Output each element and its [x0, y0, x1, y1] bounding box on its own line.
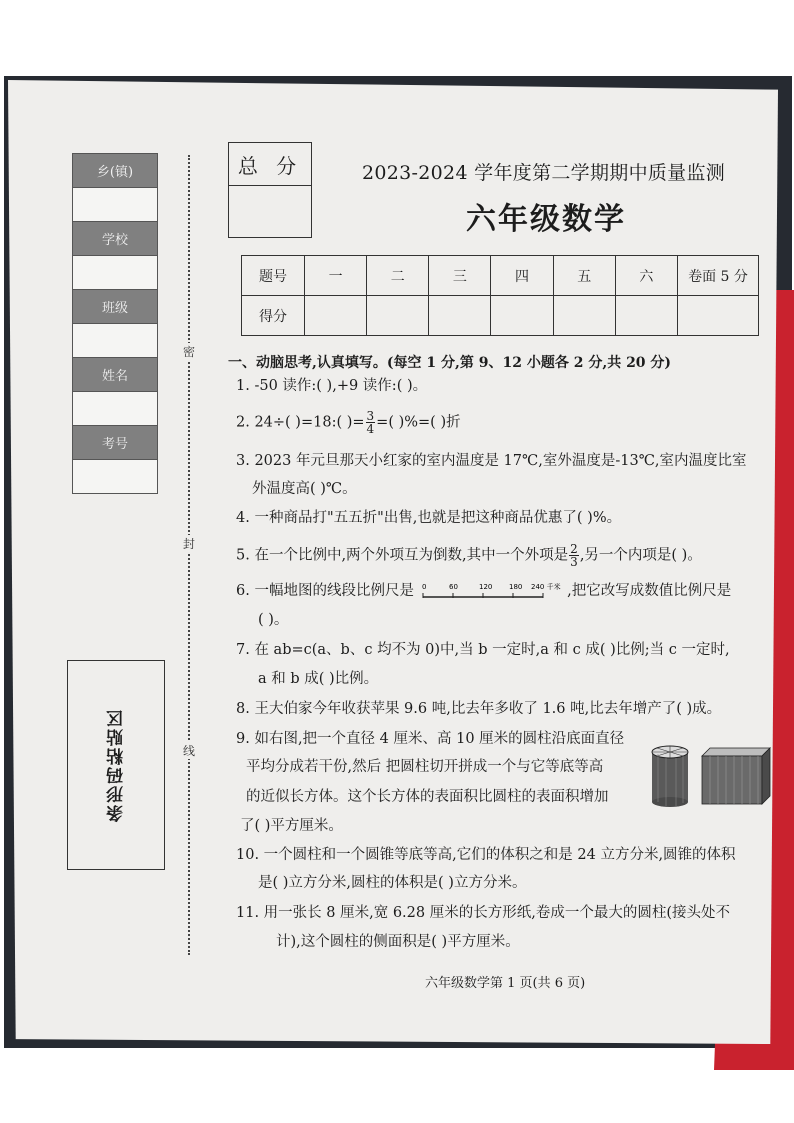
question-4: 4. 一种商品打"五五折"出售,也就是把这种商品优惠了( )%。: [236, 510, 622, 526]
scale-label-180: 180: [508, 583, 522, 591]
total-score-label: 总 分: [229, 143, 311, 186]
cell-section-1: 一: [305, 256, 367, 296]
cell-section-4: 四: [491, 256, 553, 296]
score-cell[interactable]: [305, 296, 367, 336]
question-6-line-1: [236, 581, 731, 601]
question-8: 8. 王大伯家今年收获苹果 9.6 吨,比去年多收了 1.6 吨,比去年增产了( )成。: [236, 701, 722, 717]
question-2: [236, 410, 461, 435]
score-cell[interactable]: [678, 296, 759, 336]
seal-char-xian: 线: [183, 744, 196, 758]
fraction-numerator: 2: [570, 542, 578, 556]
question-9-line-1: 9. 如右图,把一个直径 4 厘米、高 10 厘米的圆柱沿底面直径: [236, 731, 625, 747]
field-school[interactable]: [72, 256, 158, 289]
page-footer: 六年级数学第 1 页(共 6 页): [425, 976, 586, 991]
exam-title: 2023-2024 学年度第二学期期中质量监测: [362, 162, 726, 184]
cylinder-to-cuboid-figure: [650, 742, 772, 808]
question-6-line-2: ( )。: [258, 612, 289, 628]
question-9-line-3: 的近似长方体。这个长方体的表面积比圆柱的表面积增加: [246, 789, 609, 805]
scale-label-60: 60: [448, 583, 458, 591]
sliced-cylinder: [652, 746, 688, 807]
fraction-numerator: 3: [366, 409, 375, 423]
question-6-part-a: 6. 一幅地图的线段比例尺是: [236, 583, 414, 599]
question-5: [236, 543, 702, 568]
score-cell[interactable]: [367, 296, 429, 336]
fraction-denominator: 4: [366, 422, 375, 436]
seal-line: [188, 155, 190, 955]
cell-section-5: 五: [553, 256, 615, 296]
field-township[interactable]: [72, 188, 158, 221]
fraction-two-thirds: [569, 543, 579, 568]
seal-char-mi: 密: [183, 345, 196, 359]
question-3-line-2: 外温度高( )℃。: [252, 481, 357, 497]
label-exam-number: 考号: [72, 425, 158, 460]
field-exam-number[interactable]: [72, 460, 158, 494]
field-class[interactable]: [72, 324, 158, 357]
line-scale-bar: [421, 581, 561, 601]
student-info-boxes: [72, 153, 158, 494]
barcode-area: [67, 660, 165, 870]
question-9-line-2: 平均分成若干份,然后 把圆柱切开拼成一个与它等底等高: [246, 759, 604, 775]
question-6-part-b: ,把它改写成数值比例尺是: [567, 583, 732, 599]
total-score-box: [228, 142, 312, 238]
score-table-score-row: [242, 296, 759, 336]
question-5-part-a: 5. 在一个比例中,两个外项互为倒数,其中一个外项是: [236, 547, 569, 564]
scale-label-240km: 240 千米: [530, 583, 561, 591]
question-3-line-1: 3. 2023 年元旦那天小红家的室内温度是 17℃,室外温度是-13℃,室内温度比室: [236, 453, 747, 469]
score-cell[interactable]: [491, 296, 553, 336]
question-2-part-a: 2. 24÷( )=18:( )=: [236, 414, 365, 431]
question-10-line-2: 是( )立方分米,圆柱的体积是( )立方分米。: [258, 875, 527, 891]
fraction-three-quarters: [366, 410, 376, 435]
scale-label-0: 0: [421, 583, 427, 591]
fraction-denominator: 3: [570, 555, 578, 569]
question-5-part-b: ,另一个内项是( )。: [579, 547, 702, 564]
label-class: 班级: [72, 289, 158, 324]
question-2-part-b: =( )%=( )折: [376, 414, 461, 431]
cell-score-label: 得分: [242, 296, 305, 336]
section-1-heading: 一、动脑思考,认真填写。(每空 1 分,第 9、12 小题各 2 分,共 20 分): [228, 355, 672, 371]
question-11-line-2: 计),这个圆柱的侧面积是( )平方厘米。: [276, 934, 520, 950]
label-name: 姓名: [72, 357, 158, 392]
question-7-line-1: 7. 在 ab=c(a、b、c 均不为 0)中,当 b 一定时,a 和 c 成( )比例;当 c 一定时,: [236, 642, 730, 658]
approximate-cuboid: [702, 748, 770, 804]
score-cell[interactable]: [615, 296, 677, 336]
cell-section-6: 六: [615, 256, 677, 296]
question-11-line-1: 11. 用一张长 8 厘米,宽 6.28 厘米的长方形纸,卷成一个最大的圆柱(接头处不: [236, 905, 730, 921]
cell-section-3: 三: [429, 256, 491, 296]
score-cell[interactable]: [429, 296, 491, 336]
field-name[interactable]: [72, 392, 158, 425]
question-7-line-2: a 和 b 成( )比例。: [258, 671, 379, 687]
label-township: 乡(镇): [72, 153, 158, 188]
score-table: [241, 255, 759, 336]
question-9-line-4: 了( )平方厘米。: [240, 818, 343, 834]
seal-char-feng: 封: [183, 537, 196, 551]
cell-question-number: 题号: [242, 256, 305, 296]
subject-title: 六年级数学: [466, 202, 626, 237]
score-cell[interactable]: [553, 296, 615, 336]
question-10-line-1: 10. 一个圆柱和一个圆锥等底等高,它们的体积之和是 24 立方分米,圆锥的体积: [236, 847, 736, 863]
barcode-label: 条形码粘贴区: [106, 708, 127, 822]
label-school: 学校: [72, 221, 158, 256]
score-table-header-row: [242, 256, 759, 296]
cell-section-2: 二: [367, 256, 429, 296]
question-1: 1. -50 读作:( ),+9 读作:( )。: [236, 378, 428, 394]
cell-neatness: 卷面 5 分: [678, 256, 759, 296]
scale-label-120: 120: [478, 583, 492, 591]
